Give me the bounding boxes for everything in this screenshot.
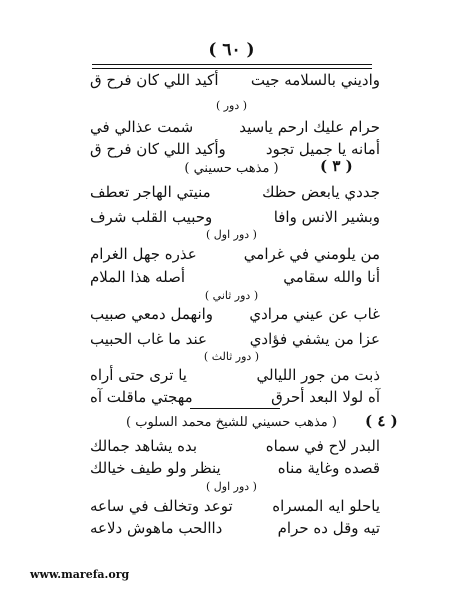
verse-line: [90, 519, 380, 537]
verse-line: [90, 245, 380, 263]
hemistich-right: غاب عن عيني مرادي: [249, 305, 380, 323]
verse-line: [90, 208, 380, 226]
hemistich-right: قصده وغاية مناه: [277, 459, 380, 477]
hemistich-left: شمت عذالي في: [90, 118, 194, 136]
hemistich-right: تيه وقل ده حرام: [277, 519, 380, 537]
hemistich-left: داالحب ماهوش دلاعه: [90, 519, 223, 537]
section-heading: ( مذهب حسيني ): [184, 161, 279, 176]
hemistich-left: بده يشاهد جمالك: [90, 437, 198, 455]
section-note: ( دور اول ): [206, 228, 257, 241]
verse-line: [90, 366, 380, 384]
hemistich-left: وأكيد اللي كان فرح ق: [90, 140, 226, 158]
hemistich-left: أصله هذا الملام: [90, 268, 186, 286]
hemistich-left: منيتي الهاجر تعطف: [90, 183, 211, 201]
section-note: ( دور ): [215, 99, 248, 112]
verse-line: [90, 268, 380, 286]
hemistich-left: مهجتي ماقلت آه: [90, 388, 193, 406]
hemistich-right: ياحلو ايه المسراه: [272, 497, 380, 515]
section-note: ( دور ثالث ): [203, 350, 260, 363]
hemistich-right: ذبت من جور الليالي: [256, 366, 380, 384]
hemistich-left: يا ترى حتى أراه: [90, 366, 187, 384]
hemistich-left: وحبيب القلب شرف: [90, 208, 213, 226]
hemistich-right: البدر لاح في سماه: [265, 437, 380, 455]
verse-line: [90, 330, 380, 348]
hemistich-left: عند ما غاب الحبيب: [90, 330, 207, 348]
hemistich-right: عزا من يشفي فؤادي: [249, 330, 380, 348]
header-double-rule: [92, 64, 372, 69]
hemistich-right: أنا والله سقامي: [283, 268, 380, 286]
hemistich-left: أكيد اللي كان فرح ق: [90, 71, 219, 89]
verse-line: [90, 437, 380, 455]
section-number: ( ٣ ): [320, 157, 353, 175]
verse-line: [90, 459, 380, 477]
hemistich-right: آه لولا البعد أحرق: [271, 388, 380, 406]
verse-line: [90, 497, 380, 515]
verse-line: [90, 71, 380, 89]
hemistich-left: عذره جهل الغرام: [90, 245, 197, 263]
verse-line: [90, 305, 380, 323]
page-number: ( ٦٠ ): [208, 40, 255, 60]
section-heading: ( مذهب حسيني للشيخ محمد السلوب ): [126, 415, 337, 430]
verse-line: [90, 140, 380, 158]
verse-line: [90, 118, 380, 136]
verse-line: [90, 388, 380, 406]
verse-line: [90, 183, 380, 201]
section-divider: [190, 408, 280, 409]
hemistich-left: وانهمل دمعي صبيب: [90, 305, 214, 323]
hemistich-left: ينظر ولو طيف خيالك: [90, 459, 221, 477]
section-note: ( دور ثاني ): [204, 289, 259, 302]
section-note: ( دور اول ): [206, 480, 257, 493]
section-number: ( ٤ ): [365, 412, 398, 430]
footer-url: www.marefa.org: [30, 568, 130, 581]
hemistich-right: من يلومني في غرامي: [243, 245, 380, 263]
hemistich-right: واديني بالسلامه جيت: [250, 71, 380, 89]
hemistich-right: جددي يابعض حظك: [262, 183, 380, 201]
hemistich-right: وبشير الانس وافا: [273, 208, 380, 226]
hemistich-right: أمانه يا جميل تجود: [265, 140, 380, 158]
hemistich-right: حرام عليك ارحم ياسيد: [239, 118, 380, 136]
hemistich-left: توعد وتخالف في ساعه: [90, 497, 233, 515]
